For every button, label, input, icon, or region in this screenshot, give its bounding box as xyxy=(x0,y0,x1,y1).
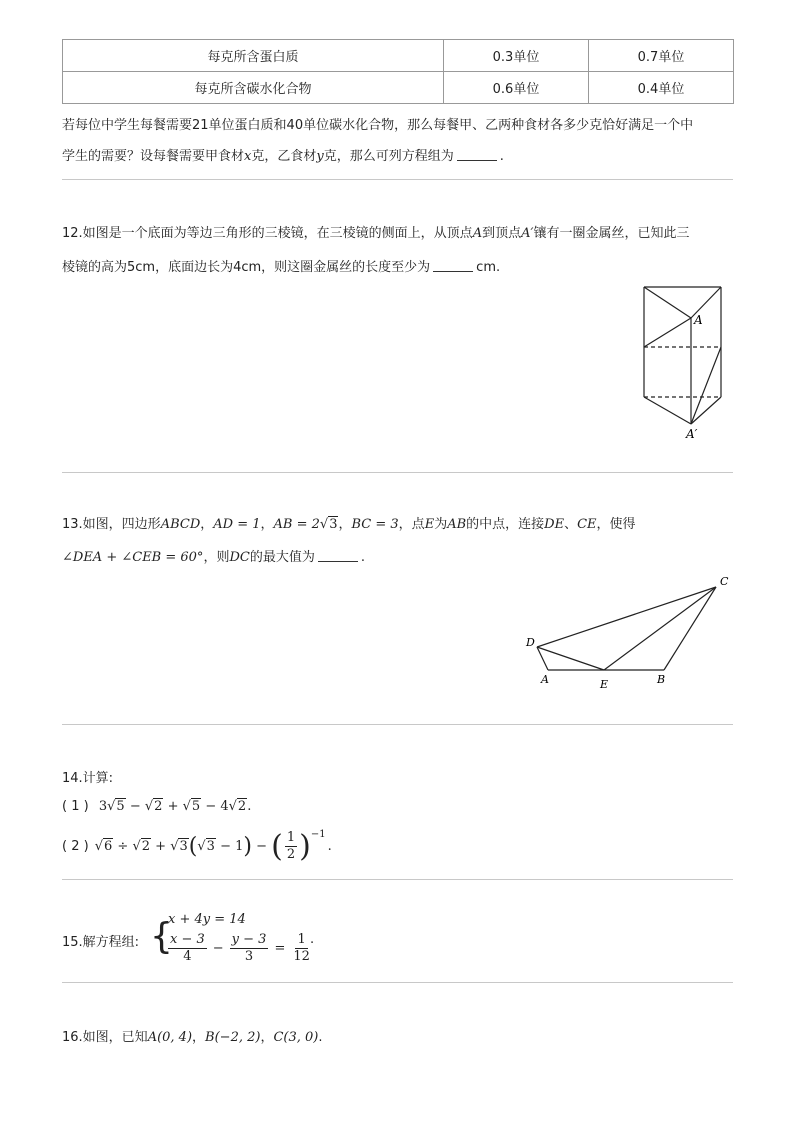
answer-blank[interactable] xyxy=(433,259,473,272)
q11-text: 克，乙食材 xyxy=(251,149,317,164)
table-cell: 每克所含碳水化合物 xyxy=(63,72,444,104)
q11-line1: 若每位中学生每餐需要21单位蛋白质和40单位碳水化合物，那么每餐甲、乙两种食材各多少克恰好满足一个中 xyxy=(62,118,694,133)
denominator: 12 xyxy=(293,949,310,964)
point-a-coord: A(0, 4) xyxy=(147,1030,193,1045)
q12-text: 到顶点 xyxy=(482,226,522,241)
end: . xyxy=(247,799,252,814)
nutrition-table xyxy=(62,39,734,104)
q16-text: 16.如图，已知 xyxy=(62,1030,148,1045)
q13-text: 的中点，连接 xyxy=(466,517,545,532)
divider xyxy=(62,472,733,473)
table-cell: 0.6单位 xyxy=(444,72,589,104)
op: − xyxy=(251,838,272,854)
q14-title: 14.计算: xyxy=(62,771,114,786)
point-a: A xyxy=(472,226,483,241)
q12-text: 12.如图是一个底面为等边三角形的三棱镜，在三棱镜的侧面上，从顶点 xyxy=(62,226,473,241)
sep: ， xyxy=(260,1030,274,1045)
op: − 1 xyxy=(215,838,244,854)
wire-path xyxy=(691,347,721,424)
segment-ce xyxy=(604,587,716,670)
q13-text: 为 xyxy=(434,517,448,532)
point-a-prime: A′ xyxy=(521,226,534,241)
eq-bc: BC = 3 xyxy=(351,517,399,532)
table-cell: 每克所含蛋白质 xyxy=(63,40,444,72)
op: + xyxy=(151,838,171,854)
q12-line2 xyxy=(62,256,500,275)
table-cell: 0.4单位 xyxy=(589,72,734,104)
seg-ab: AB xyxy=(447,517,467,532)
table-cell: 0.7单位 xyxy=(589,40,734,72)
end: . xyxy=(327,838,332,854)
end: . xyxy=(318,1030,323,1045)
table-cell: 0.3单位 xyxy=(444,40,589,72)
fraction-1 xyxy=(168,932,207,965)
radicand: 2 xyxy=(154,799,163,814)
divider xyxy=(62,179,733,180)
coef: 3 xyxy=(98,799,108,814)
q14-part2 xyxy=(62,826,332,866)
part-label: ( 2 ) xyxy=(62,838,89,854)
wire-path xyxy=(644,318,691,347)
prism-edge xyxy=(644,397,691,424)
denominator: 2 xyxy=(286,846,296,862)
q15-eq1 xyxy=(168,912,246,927)
q12-line1 xyxy=(62,222,689,241)
denominator: 3 xyxy=(244,949,254,964)
op: ÷ xyxy=(113,838,133,854)
op: = xyxy=(274,941,286,956)
radicand: 2 xyxy=(237,799,247,814)
denominator: 4 xyxy=(183,949,192,964)
q15-label: 15.解方程组: xyxy=(62,935,140,950)
numerator: y − 3 xyxy=(231,932,267,947)
part-label: ( 1 ) xyxy=(62,799,89,814)
q11-text: 学生的需要？设每餐需要甲食材 xyxy=(62,149,245,164)
fraction-3 xyxy=(291,932,315,965)
eq-ad: AD = 1 xyxy=(213,517,261,532)
var-x: x xyxy=(244,149,252,164)
point-b-coord: B(−2, 2) xyxy=(205,1030,261,1045)
radicand: 2 xyxy=(141,839,151,854)
label-a: A xyxy=(541,673,549,686)
prism-figure xyxy=(630,280,730,445)
q13-text: ，点 xyxy=(398,517,425,532)
q13-text: ，则 xyxy=(203,550,230,565)
sep: ， xyxy=(192,1030,206,1045)
system-brace: { xyxy=(150,916,173,957)
expr-1: 3√5 − √2 + √5 − 4√2. xyxy=(98,799,252,814)
segment-de xyxy=(537,647,604,670)
quad-abcd: ABCD xyxy=(160,517,201,532)
fraction-2 xyxy=(230,932,269,965)
q13-text: 的最大值为 xyxy=(249,550,315,565)
label-a-prime: A′ xyxy=(686,427,698,441)
q13-sep: 、 xyxy=(564,517,578,532)
q13-line2 xyxy=(62,546,365,565)
seg-ce: CE xyxy=(577,517,597,532)
equation-1: x + 4y = 14 xyxy=(168,912,246,927)
edge-cd xyxy=(537,587,716,647)
q15-end: . xyxy=(310,932,315,947)
var-y: y xyxy=(316,149,324,164)
table-row xyxy=(63,40,734,72)
seg-de: DE xyxy=(544,517,565,532)
prism-edge xyxy=(691,397,721,424)
op: − xyxy=(212,941,224,956)
q14-part1 xyxy=(62,799,251,814)
eq-ab: AB = 2 xyxy=(273,517,320,532)
op: − xyxy=(125,799,145,814)
op: + xyxy=(163,799,183,814)
edge-bc xyxy=(664,587,716,670)
radicand: 3 xyxy=(206,839,215,854)
q11-end: . xyxy=(499,149,504,164)
point-c-coord: C(3, 0) xyxy=(273,1030,319,1045)
seg-dc: DC xyxy=(229,550,250,565)
label-e: E xyxy=(600,678,609,691)
radicand: 3 xyxy=(179,839,188,854)
q12-text: 镶有一圈金属丝，已知此三 xyxy=(533,226,690,241)
label-a: A xyxy=(694,313,703,327)
q12-text: cm. xyxy=(476,260,501,275)
q12-text: 棱镜的高为5cm，底面边长为4cm，则这圈金属丝的长度至少为 xyxy=(62,260,431,275)
table-row xyxy=(63,72,734,104)
radicand: 5 xyxy=(116,799,125,814)
op: − 4 xyxy=(201,799,229,814)
exponent: −1 xyxy=(310,828,326,840)
numerator: x − 3 xyxy=(170,932,205,947)
radicand: 5 xyxy=(191,799,201,814)
label-d: D xyxy=(526,636,535,649)
label-b: B xyxy=(657,673,666,686)
numerator: 1 xyxy=(297,932,306,947)
divider xyxy=(62,879,733,880)
angle-condition: ∠DEA + ∠CEB = 60° xyxy=(62,550,204,565)
q16-line xyxy=(62,1026,323,1045)
fraction xyxy=(285,830,297,863)
answer-blank[interactable] xyxy=(318,549,358,562)
radicand: 3 xyxy=(329,517,338,532)
label-c: C xyxy=(720,575,729,588)
expr-2: √ 6 ÷ √ 2 + √ 3 ( √ 3 − 1 ) − ( $\frac{1}{2}$ ) $^{-1}$ . xyxy=(94,828,332,864)
divider xyxy=(62,724,733,725)
q13-line1: 13.如图，四边形ABCD，AD = 1，AB = 2√3，BC = 3，点E为AB的中点，连接DE、CE，使得 xyxy=(62,517,636,532)
radicand: 6 xyxy=(103,839,113,854)
q13-text: ，使得 xyxy=(596,517,636,532)
q13-text: 13.如图，四边形 xyxy=(62,517,161,532)
quadrilateral-figure xyxy=(520,572,740,692)
prism-edge xyxy=(644,287,691,318)
point-e: E xyxy=(424,517,435,532)
answer-blank[interactable] xyxy=(457,148,497,161)
q15-eq2 xyxy=(166,932,314,965)
q13-end: . xyxy=(360,550,365,565)
q11-line2 xyxy=(62,145,504,164)
divider xyxy=(62,982,733,983)
q11-text: 克，那么可列方程组为 xyxy=(323,149,454,164)
numerator: 1 xyxy=(286,829,296,845)
